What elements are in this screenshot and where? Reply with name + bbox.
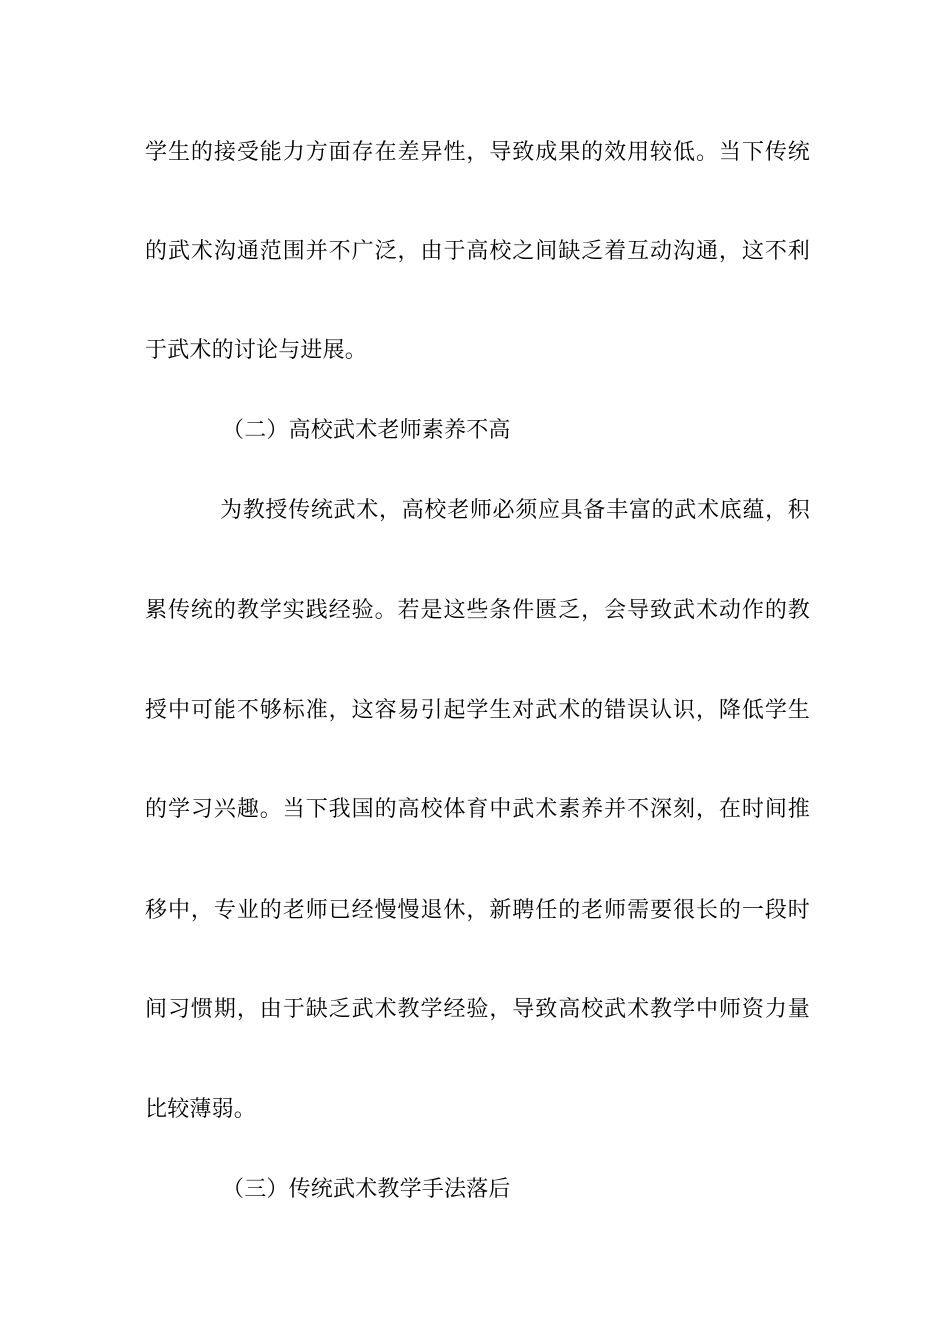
paragraph-line: 的学习兴趣。当下我国的高校体育中武术素养并不深刻，在时间推 (145, 797, 810, 822)
paragraph-line: 间习惯期，由于缺乏武术教学经验，导致高校武术教学中师资力量 (145, 997, 810, 1022)
paragraph-line: 学生的接受能力方面存在差异性，导致成果的效用较低。当下传统 (145, 140, 810, 165)
paragraph-line: 于武术的讨论与进展。 (145, 338, 368, 363)
paragraph-line: 的武术沟通范围并不广泛，由于高校之间缺乏着互动沟通，这不利 (145, 239, 810, 264)
paragraph-line: 授中可能不够标准，这容易引起学生对武术的错误认识，降低学生 (145, 698, 810, 723)
paragraph-line: 为教授传统武术，高校老师必须应具备丰富的武术底蕴，积 (220, 498, 810, 523)
paragraph-line: 移中，专业的老师已经慢慢退休，新聘任的老师需要很长的一段时 (145, 898, 810, 923)
paragraph-line: 累传统的教学实践经验。若是这些条件匮乏，会导致武术动作的教 (145, 598, 810, 623)
section-heading: （二）高校武术老师素养不高 (222, 418, 511, 443)
paragraph-line: 比较薄弱。 (145, 1097, 257, 1122)
section-heading: （三）传统武术教学手法落后 (222, 1177, 511, 1202)
